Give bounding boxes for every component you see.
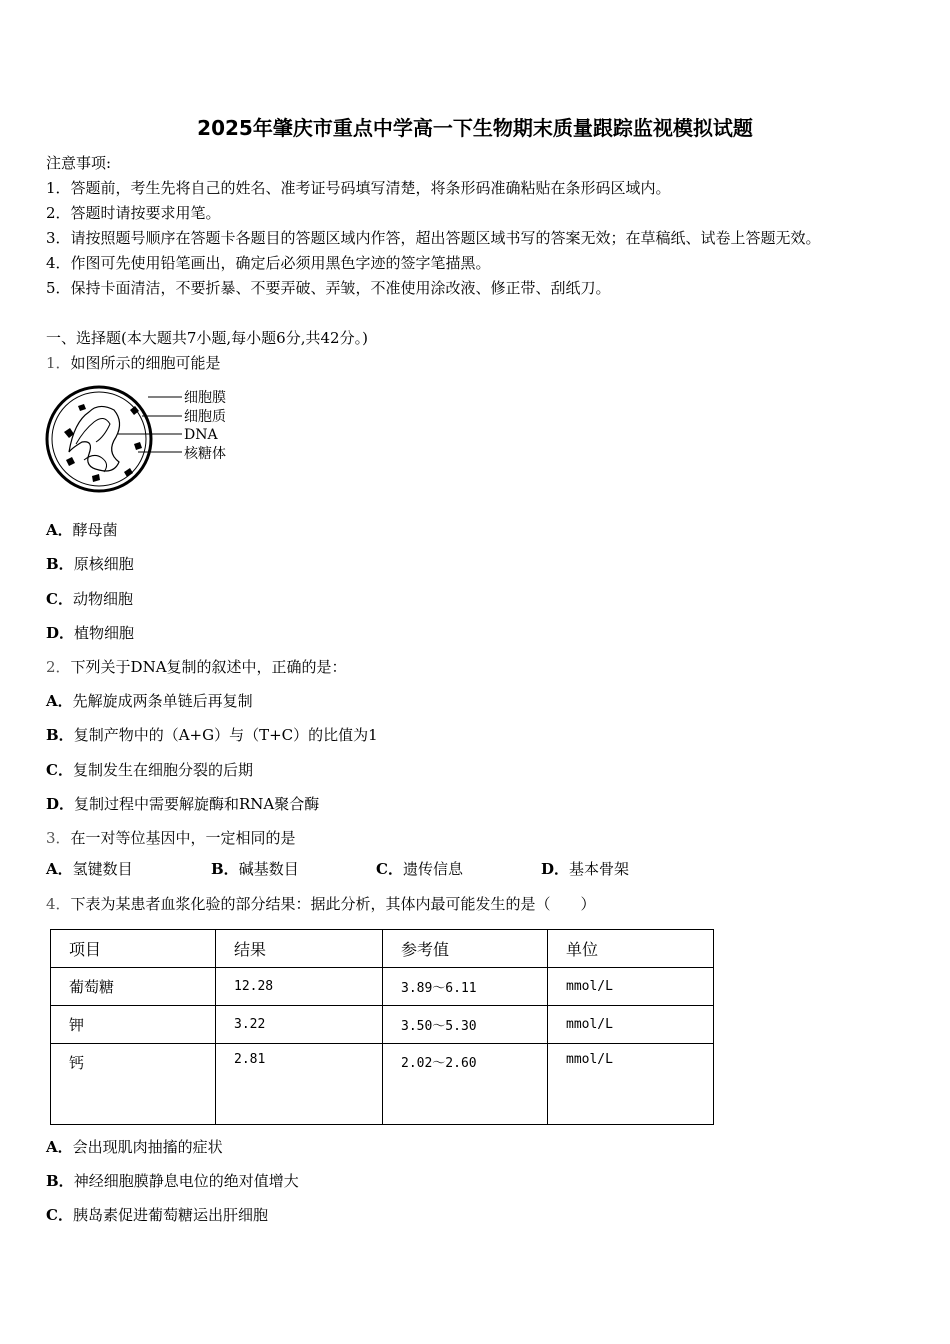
ribosome-icon	[124, 468, 133, 477]
q3-option-b[interactable]: B．碱基数目	[211, 860, 299, 878]
table-cell: 3.22	[216, 1006, 383, 1044]
section-heading: 一、选择题(本大题共7小题,每小题6分,共42分。)	[46, 329, 368, 347]
table-header: 单位	[548, 930, 714, 968]
question-stem: 如图所示的细胞可能是	[70, 354, 221, 372]
question-stem: 在一对等位基因中，一定相同的是	[70, 829, 296, 847]
figure-label-dna: DNA	[184, 427, 218, 443]
figure-label-ribosome: 核糖体	[184, 446, 226, 462]
q1-option-d[interactable]: D．植物细胞	[46, 624, 135, 642]
q3-options	[46, 858, 706, 879]
table-cell: 3.89～6.11	[383, 968, 548, 1006]
figure-label-membrane: 细胞膜	[184, 390, 226, 406]
table-row	[51, 1006, 714, 1044]
question-number: 1．	[46, 354, 71, 372]
notice-item: 2．答题时请按要求用笔。	[46, 204, 221, 222]
table-cell: mmol/L	[548, 1044, 714, 1125]
table-cell: 葡萄糖	[51, 968, 216, 1006]
cell-diagram	[44, 382, 244, 494]
ribosome-icon	[134, 442, 142, 450]
q1-option-a[interactable]: A．酵母菌	[46, 521, 118, 539]
table-cell: mmol/L	[548, 968, 714, 1006]
ribosome-icon	[92, 474, 100, 482]
dna-strand-icon	[76, 418, 110, 444]
q1-option-b[interactable]: B．原核细胞	[46, 555, 134, 573]
question-1	[46, 352, 221, 373]
question-number: 3．	[46, 829, 71, 847]
table-cell: 2.02～2.60	[383, 1044, 548, 1125]
table-cell: 12.28	[216, 968, 383, 1006]
q2-option-c[interactable]: C．复制发生在细胞分裂的后期	[46, 761, 253, 779]
table-header: 结果	[216, 930, 383, 968]
table-cell: 钙	[51, 1044, 216, 1125]
notice-item: 5．保持卡面清洁，不要折暴、不要弄破、弄皱，不准使用涂改液、修正带、刮纸刀。	[46, 279, 611, 297]
page-title: 2025年肇庆市重点中学高一下生物期末质量跟踪监视模拟试题	[197, 116, 753, 140]
notice-heading: 注意事项:	[46, 154, 112, 172]
question-2	[46, 656, 347, 677]
table-header: 参考值	[383, 930, 548, 968]
q1-option-c[interactable]: C．动物细胞	[46, 590, 133, 608]
q3-option-a[interactable]: A．氢键数目	[46, 860, 133, 878]
notice-item: 4．作图可先使用铅笔画出，确定后必须用黑色字迹的签字笔描黑。	[46, 254, 491, 272]
notice-item: 3．请按照题号顺序在答题卡各题目的答题区域内作答，超出答题区域书写的答案无效；在草稿纸、试卷上答题无效。	[46, 229, 821, 247]
table-cell: mmol/L	[548, 1006, 714, 1044]
question-stem: 下表为某患者血浆化验的部分结果：据此分析，其体内最可能发生的是（ ）	[70, 895, 596, 913]
q4-option-a[interactable]: A．会出现肌肉抽搐的症状	[46, 1138, 223, 1156]
table-header: 项目	[51, 930, 216, 968]
dna-region-icon	[69, 406, 120, 471]
q4-option-c[interactable]: C．胰岛素促进葡萄糖运出肝细胞	[46, 1206, 268, 1224]
table-cell: 钾	[51, 1006, 216, 1044]
ribosome-icon	[78, 404, 86, 411]
table-cell: 2.81	[216, 1044, 383, 1125]
q4-option-b[interactable]: B．神经细胞膜静息电位的绝对值增大	[46, 1172, 299, 1190]
question-number: 4．	[46, 895, 71, 913]
q3-option-d[interactable]: D．基本骨架	[541, 860, 630, 878]
table-row	[51, 1044, 714, 1125]
ribosome-icon	[66, 457, 75, 466]
table-row	[51, 968, 714, 1006]
question-3	[46, 827, 296, 848]
figure-label-cytoplasm: 细胞质	[184, 409, 226, 425]
q2-option-b[interactable]: B．复制产物中的（A+G）与（T+C）的比值为1	[46, 726, 378, 744]
question-number: 2．	[46, 658, 71, 676]
table-header-row	[51, 930, 714, 968]
ribosome-icon	[130, 406, 139, 415]
question-stem: 下列关于DNA复制的叙述中，正确的是：	[70, 658, 347, 676]
lab-results-table	[50, 929, 714, 1125]
q3-option-c[interactable]: C．遗传信息	[376, 860, 463, 878]
notice-item: 1．答题前，考生先将自己的姓名、准考证号码填写清楚，将条形码准确粘贴在条形码区域内。	[46, 179, 671, 197]
q2-option-a[interactable]: A．先解旋成两条单链后再复制	[46, 692, 253, 710]
question-4	[46, 893, 596, 914]
table-cell: 3.50～5.30	[383, 1006, 548, 1044]
q2-option-d[interactable]: D．复制过程中需要解旋酶和RNA聚合酶	[46, 795, 320, 813]
